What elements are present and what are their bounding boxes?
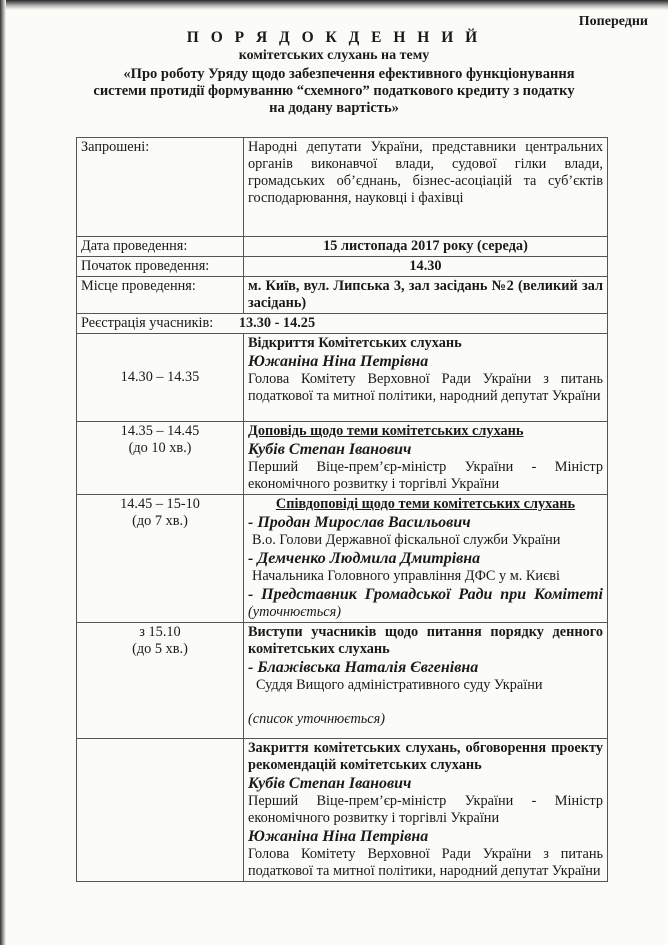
agenda-time bbox=[77, 422, 244, 495]
topic-line: системи протидії формуванню “схемного” податкового кредиту з податку bbox=[93, 83, 575, 99]
agenda-row bbox=[77, 495, 608, 623]
speaker-name: - Демченко Людмила Дмитрівна bbox=[248, 550, 481, 567]
agenda-time bbox=[77, 334, 244, 422]
agenda-item-title: Співдоповіді щодо теми комітетських слухань bbox=[275, 496, 576, 512]
time-limit: (до 5 хв.) bbox=[132, 641, 188, 657]
agenda-item-title: Доповідь щодо теми комітетських слухань bbox=[248, 423, 524, 439]
agenda-content bbox=[244, 495, 608, 623]
topic-line: на додану вартість» bbox=[269, 100, 399, 116]
table-row-place bbox=[77, 277, 608, 314]
speaker-name: - Представник Громадської Ради при Комітеті bbox=[248, 586, 603, 603]
speaker-role: В.о. Голови Державної фіскальної служби України bbox=[252, 532, 561, 548]
agenda-item-title: Виступи учасників щодо питання порядку денного комітетських слухань bbox=[248, 624, 603, 657]
start-value: 14.30 bbox=[244, 257, 608, 277]
place-label: Місце проведення: bbox=[77, 277, 244, 314]
agenda-row bbox=[77, 422, 608, 495]
speaker-role: Перший Віце-прем’єр-міністр України - Міністр економічного розвитку і торгівлі України bbox=[248, 793, 603, 826]
speaker-entry bbox=[248, 585, 603, 621]
table-row-start bbox=[77, 257, 608, 277]
agenda-item-title: Закриття комітетських слухань, обговорення проекту рекомендацій комітетських слухань bbox=[248, 740, 603, 773]
time-range: з 15.10 bbox=[139, 624, 181, 640]
agenda-content bbox=[244, 334, 608, 422]
list-note: (список уточнюється) bbox=[248, 711, 386, 727]
date-value: 15 листопада 2017 року (середа) bbox=[244, 237, 608, 257]
agenda-item-title: Відкриття Комітетських слухань bbox=[248, 335, 462, 351]
time-range: 14.35 – 14.45 bbox=[120, 423, 200, 439]
time-range: 14.45 – 15-10 bbox=[120, 496, 200, 512]
agenda-row bbox=[77, 334, 608, 422]
speaker-name: - Продан Мирослав Васильович bbox=[248, 514, 471, 531]
document-subtitle: комітетських слухань на тему bbox=[238, 48, 430, 63]
date-label: Дата проведення: bbox=[77, 237, 244, 257]
speaker-role: Суддя Вищого адміністративного суду України bbox=[256, 677, 543, 693]
agenda-table bbox=[76, 137, 608, 882]
invited-value: Народні депутати України, представники центральних органів виконавчої влади, судової гілки влади, громадських об’єднань, бізнес-асоціацій та суб’єктів господарювання, науковці і фахівці bbox=[244, 138, 608, 237]
speaker-role: Перший Віце-прем’єр-міністр України - Міністр економічного розвитку і торгівлі України bbox=[248, 459, 603, 492]
speaker-note: (уточнюється) bbox=[248, 604, 342, 620]
table-row-invited bbox=[77, 138, 608, 237]
registration-label: Реєстрація учасників: bbox=[81, 315, 214, 331]
table-row-registration bbox=[77, 314, 608, 334]
document-title: П О Р Я Д О К Д Е Н Н И Й bbox=[186, 29, 482, 46]
scan-edge-left bbox=[0, 0, 6, 945]
speaker-name: Кубів Степан Іванович bbox=[248, 441, 412, 458]
time-limit: (до 10 хв.) bbox=[128, 440, 192, 456]
place-value: м. Київ, вул. Липська 3, зал засідань №2 (великий зал засідань) bbox=[244, 277, 608, 314]
agenda-time bbox=[77, 623, 244, 739]
time-limit: (до 7 хв.) bbox=[132, 513, 188, 529]
agenda-content bbox=[244, 623, 608, 739]
agenda-content bbox=[244, 422, 608, 495]
agenda-time bbox=[77, 739, 244, 882]
agenda-time bbox=[77, 495, 244, 623]
registration-value: 13.30 - 14.25 bbox=[238, 315, 316, 331]
topic-line: «Про роботу Уряду щодо забезпечення ефективного функціонування bbox=[123, 66, 575, 82]
speaker-role: Голова Комітету Верховної Ради України з питань податкової та митної політики, народний депутат України bbox=[248, 846, 603, 879]
table-row-date bbox=[77, 237, 608, 257]
time-range: 14.30 – 14.35 bbox=[120, 369, 200, 385]
speaker-name: Южаніна Ніна Петрівна bbox=[248, 353, 429, 370]
speaker-role: Голова Комітету Верховної Ради України з питань податкової та митної політики, народний депутат України bbox=[248, 371, 603, 404]
document-topic bbox=[0, 66, 668, 117]
agenda-content bbox=[244, 739, 608, 882]
agenda-row bbox=[77, 739, 608, 882]
speaker-name: Южаніна Ніна Петрівна bbox=[248, 828, 429, 845]
agenda-row bbox=[77, 623, 608, 739]
invited-label: Запрошені: bbox=[77, 138, 244, 237]
speaker-name: Кубів Степан Іванович bbox=[248, 775, 412, 792]
status-label: Попередни bbox=[578, 14, 648, 29]
start-label: Початок проведення: bbox=[77, 257, 244, 277]
speaker-name: - Блажівська Наталія Євгенівна bbox=[248, 659, 479, 676]
registration-cell bbox=[77, 314, 608, 334]
speaker-role: Начальника Головного управління ДФС у м. Києві bbox=[252, 568, 560, 584]
scan-edge bbox=[0, 0, 668, 10]
